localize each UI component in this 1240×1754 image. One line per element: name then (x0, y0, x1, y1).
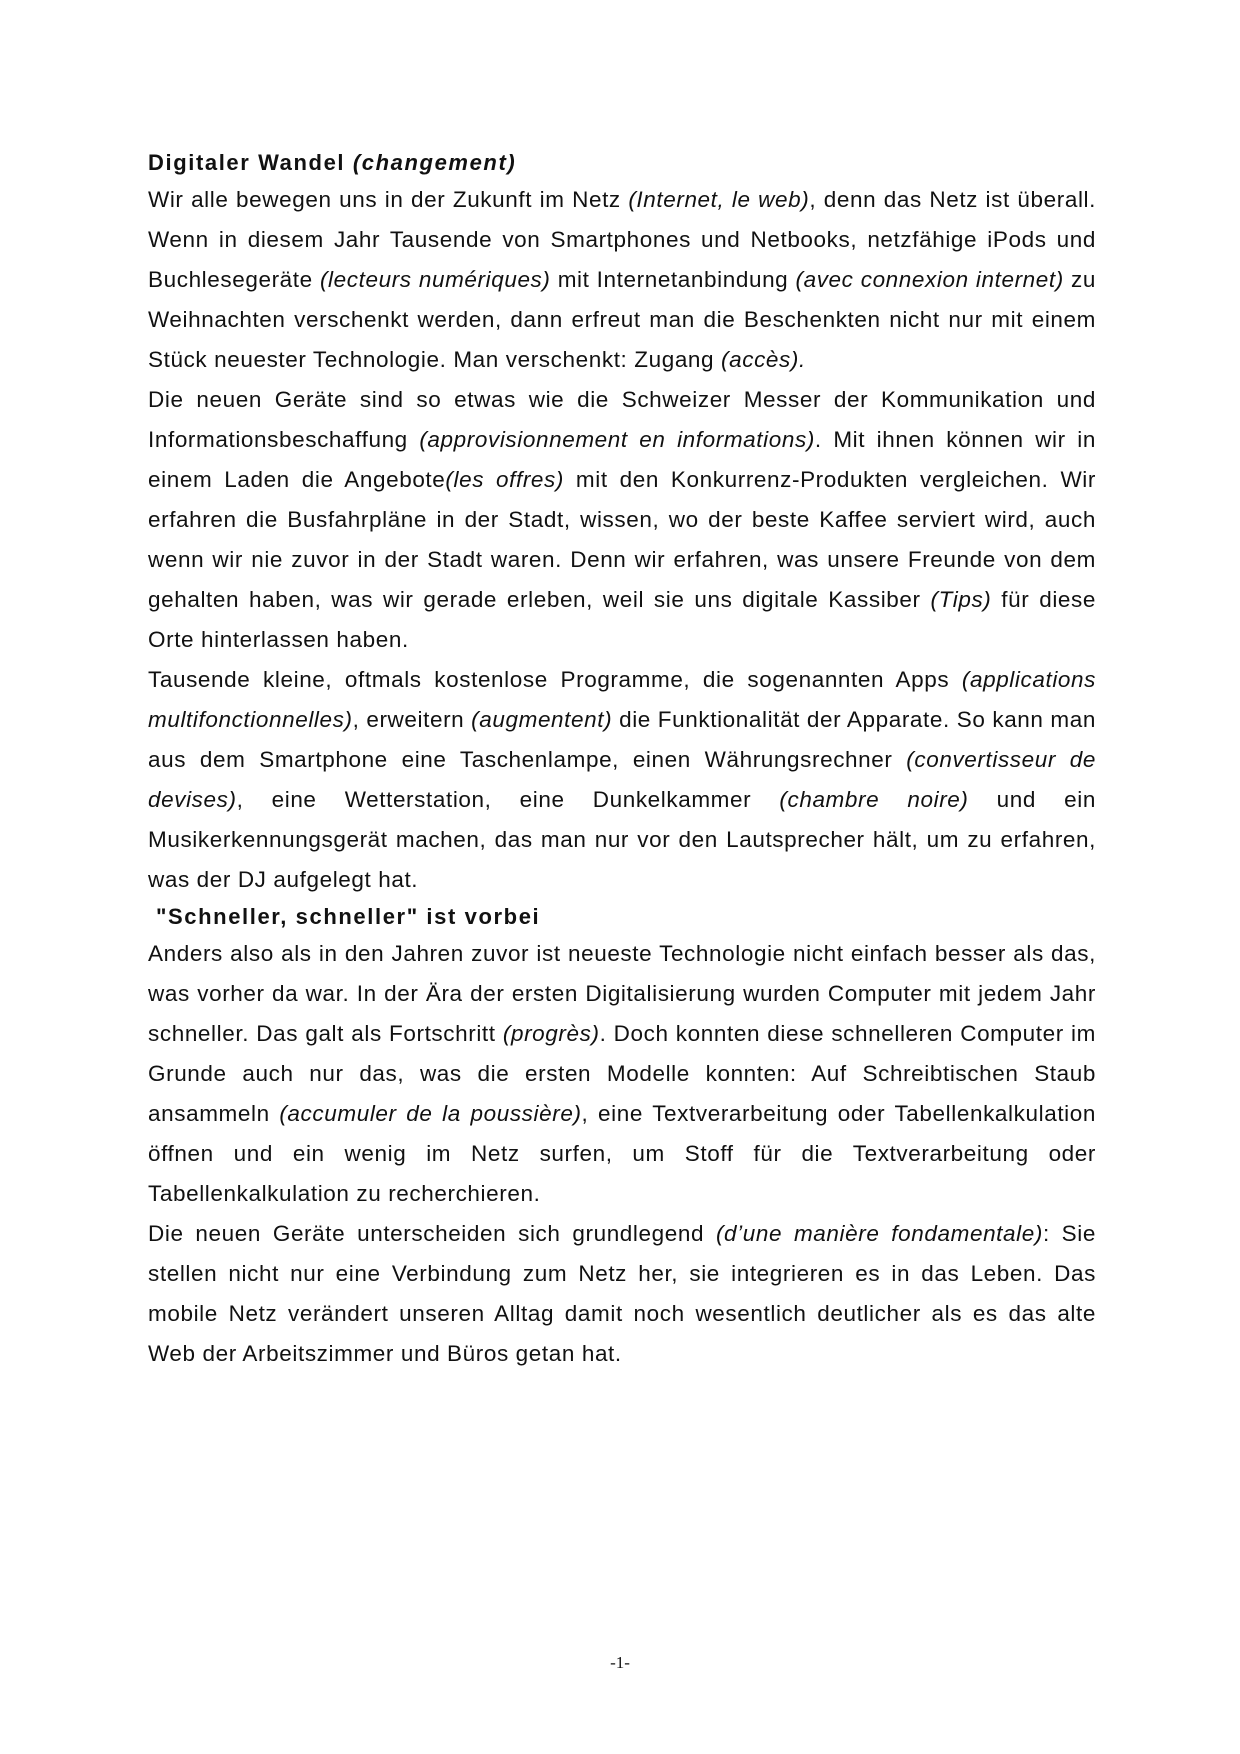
document-body (148, 146, 1096, 1374)
french-gloss: (Tips) (930, 587, 992, 612)
paragraph-3 (148, 660, 1096, 900)
french-gloss: (applications multifonctionnelles) (148, 667, 1096, 732)
text-segment: . Mit ihnen können wir in einem Laden die Angebote (148, 427, 1097, 492)
french-gloss: (chambre noire) (779, 787, 969, 812)
text-segment: . Doch konnten diese schnelleren Computer im Grunde auch nur das, was die ersten Modelle konnten: Auf Schreibtischen Staub ansammeln (148, 1021, 1096, 1126)
text-segment: Wir alle bewegen uns in der Zukunft im Netz (148, 187, 629, 212)
text-segment: Die neuen Geräte sind so etwas wie die Schweizer Messer der Kommunikation und Informationsbeschaffung (148, 387, 1096, 452)
french-gloss: (les offres) (445, 467, 564, 492)
section-subtitle: "Schneller, schneller" ist vorbei (156, 904, 541, 929)
french-gloss: (accumuler de la poussière) (279, 1101, 582, 1126)
text-segment: mit den Konkurrenz-Produkten vergleichen. Wir erfahren die Busfahrpläne in der Stadt, wissen, wo der beste Kaffee serviert wird, auch wenn wir nie zuvor in der Stadt waren. Denn wir erfahren, was unsere Freunde von dem gehalten haben, was wir gerade erleben, weil sie uns digitale Kassiber (148, 467, 1096, 612)
text-segment: Tausende kleine, oftmals kostenlose Programme, die sogenannten Apps (148, 667, 962, 692)
text-segment: zu Weihnachten verschenkt werden, dann erfreut man die Beschenkten nicht nur mit einem Stück neuester Technologie. Man verschenkt: Zugang (148, 267, 1097, 372)
title-gloss: (changement) (352, 150, 517, 175)
paragraph-4 (148, 934, 1096, 1214)
french-gloss: (progrès) (502, 1021, 600, 1046)
text-segment: mit Internetanbindung (550, 267, 796, 292)
paragraph-1 (148, 180, 1096, 380)
french-gloss: (Internet, le web) (628, 187, 810, 212)
french-gloss: (augmentent) (471, 707, 613, 732)
text-segment: , eine Wetterstation, eine Dunkelkammer (236, 787, 780, 812)
text-segment: , denn das Netz ist überall. Wenn in diesem Jahr Tausende von Smartphones und Netbooks, netzfähige iPods und Buchlesegeräte (148, 187, 1096, 292)
text-segment: , eine Textverarbeitung oder Tabellenkalkulation öffnen und ein wenig im Netz surfen, um Stoff für die Textverarbeitung oder Tabellenkalkulation zu recherchieren. (148, 1101, 1096, 1206)
text-segment: und ein Musikerkennungsgerät machen, das man nur vor den Lautsprecher hält, um zu erfahren, was der DJ aufgelegt hat. (148, 787, 1096, 892)
text-segment: die Funktionalität der Apparate. So kann man aus dem Smartphone eine Taschenlampe, einen Währungsrechner (148, 707, 1096, 772)
paragraph-2 (148, 380, 1096, 660)
text-segment: für diese Orte hinterlassen haben. (148, 587, 1096, 652)
french-gloss: (accès). (721, 347, 806, 372)
french-gloss: (approvisionnement en informations) (419, 427, 815, 452)
document-title (148, 146, 1096, 180)
text-segment: Die neuen Geräte unterscheiden sich grundlegend (148, 1221, 716, 1246)
french-gloss: (lecteurs numériques) (319, 267, 551, 292)
text-segment: , erweitern (352, 707, 472, 732)
page-number: -1- (610, 1653, 630, 1672)
paragraph-5 (148, 1214, 1096, 1374)
french-gloss: (d’une manière fondamentale) (715, 1221, 1043, 1246)
text-segment: : Sie stellen nicht nur eine Verbindung zum Netz her, sie integrieren es in das Leben. Das mobile Netz verändert unseren Alltag damit noch wesentlich deutlicher als es das alte Web der Arbeitszimmer und Büros getan hat. (148, 1221, 1096, 1366)
french-gloss: (avec connexion internet) (795, 267, 1064, 292)
text-segment: Anders also als in den Jahren zuvor ist neueste Technologie nicht einfach besser als das, was vorher da war. In der Ära der ersten Digitalisierung wurden Computer mit jedem Jahr schneller. Das galt als Fortschritt (148, 941, 1096, 1046)
french-gloss: (convertisseur de devises) (148, 747, 1096, 812)
title-text: Digitaler Wandel (148, 150, 353, 175)
